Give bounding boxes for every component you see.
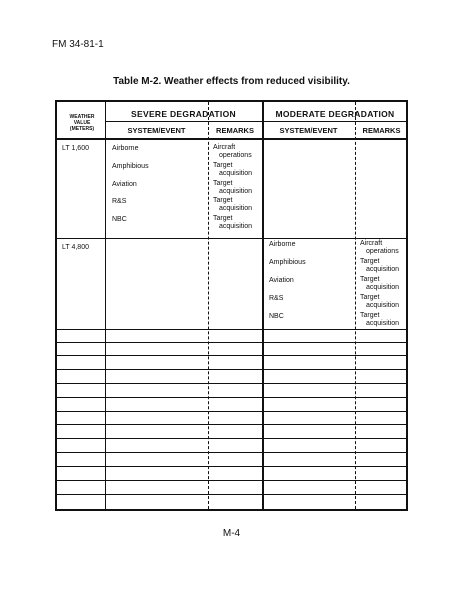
remark-line: acquisition: [366, 283, 400, 291]
row-divider: [57, 411, 406, 412]
row-divider: [57, 355, 406, 356]
system-event-cell: Amphibious: [269, 259, 306, 266]
remark-line: acquisition: [366, 265, 400, 273]
severe-remarks-header: REMARKS: [216, 126, 254, 135]
remark-line: acquisition: [366, 301, 400, 309]
remarks-cell: [360, 294, 399, 309]
row-divider: [57, 238, 406, 239]
field-manual-number: FM 34-81-1: [52, 39, 104, 50]
column-divider-dashed: [208, 102, 209, 509]
severe-degradation-header: SEVERE DEGRADATION: [131, 109, 236, 119]
table-title: Table M-2. Weather effects from reduced visibility.: [113, 76, 350, 87]
moderate-degradation-header: MODERATE DEGRADATION: [275, 109, 395, 119]
page-number: M-4: [222, 528, 241, 539]
severe-system-event-header: SYSTEM/EVENT: [127, 126, 186, 135]
remark-line: Target: [213, 162, 233, 169]
system-event-cell: NBC: [112, 216, 127, 223]
row-divider: [57, 452, 406, 453]
remarks-cell: [213, 144, 252, 159]
header-group-rule: [105, 121, 406, 122]
remark-line: Aircraft: [213, 144, 236, 151]
row-divider: [57, 424, 406, 425]
remarks-cell: [213, 162, 252, 177]
row-divider: [57, 397, 406, 398]
system-event-cell: Aviation: [112, 181, 137, 188]
header-bottom-rule: [57, 138, 406, 140]
system-event-cell: Amphibious: [112, 163, 149, 170]
row-divider: [57, 480, 406, 481]
remark-line: Aircraft: [360, 240, 383, 247]
remark-line: Target: [213, 215, 233, 222]
weather-value-cell: LT 4,800: [62, 244, 89, 251]
remark-line: acquisition: [219, 222, 253, 230]
column-divider: [105, 102, 106, 509]
moderate-remarks-header: REMARKS: [362, 126, 401, 135]
remark-line: Target: [360, 276, 380, 283]
row-divider: [57, 329, 406, 330]
row-divider: [57, 466, 406, 467]
column-divider-thick: [262, 102, 264, 509]
remarks-cell: [360, 258, 399, 273]
weather-header-line: VALUE: [73, 120, 91, 126]
system-event-cell: Aviation: [269, 277, 294, 284]
remark-line: Target: [213, 197, 233, 204]
remarks-cell: [360, 312, 399, 327]
row-divider: [57, 342, 406, 343]
row-divider: [57, 369, 406, 370]
moderate-system-event-header: SYSTEM/EVENT: [279, 126, 338, 135]
system-event-cell: NBC: [269, 313, 284, 320]
system-event-cell: Airborne: [112, 145, 139, 152]
weather-effects-table: [55, 100, 408, 511]
remark-line: acquisition: [219, 169, 253, 177]
system-event-cell: Airborne: [269, 241, 296, 248]
row-divider: [57, 494, 406, 495]
remark-line: Target: [213, 180, 233, 187]
weather-header-line: (METERS): [69, 126, 95, 132]
remark-line: Target: [360, 294, 380, 301]
remark-line: acquisition: [366, 319, 400, 327]
remark-line: operations: [366, 247, 399, 255]
remark-line: acquisition: [219, 187, 253, 195]
remark-line: Target: [360, 312, 380, 319]
remarks-cell: [360, 240, 399, 255]
system-event-cell: R&S: [269, 295, 284, 302]
remark-line: operations: [219, 151, 252, 159]
column-divider-dashed: [355, 102, 356, 509]
remarks-cell: [213, 197, 252, 212]
weather-value-header: [59, 114, 105, 132]
remark-line: Target: [360, 258, 380, 265]
weather-header-line: WEATHER: [69, 114, 95, 120]
row-divider: [57, 438, 406, 439]
weather-value-cell: LT 1,600: [62, 145, 89, 152]
remarks-cell: [213, 180, 252, 195]
remarks-cell: [213, 215, 252, 230]
remark-line: acquisition: [219, 204, 253, 212]
row-divider: [57, 383, 406, 384]
remarks-cell: [360, 276, 399, 291]
system-event-cell: R&S: [112, 198, 127, 205]
